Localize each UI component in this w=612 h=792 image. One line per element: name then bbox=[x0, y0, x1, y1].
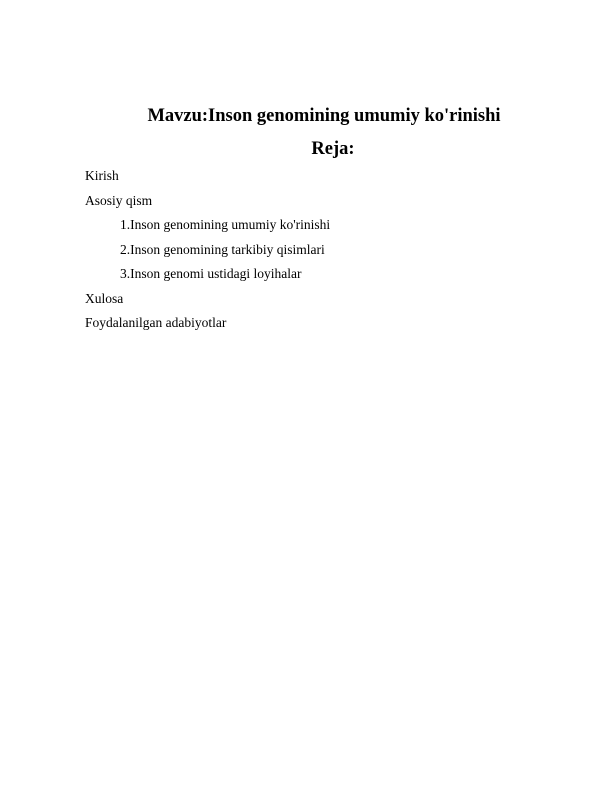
plan-subitem-2: 2.Inson genomining tarkibiy qisimlari bbox=[120, 241, 325, 257]
document-title: Mavzu:Inson genomining umumiy ko'rinishi bbox=[147, 106, 501, 126]
plan-item-main-part: Asosiy qism bbox=[85, 192, 153, 208]
plan-item-intro: Kirish bbox=[85, 168, 119, 183]
plan-item-references: Foydalanilgan adabiyotlar bbox=[85, 315, 227, 330]
plan-heading: Reja: bbox=[311, 139, 355, 159]
plan-item-conclusion: Xulosa bbox=[85, 290, 124, 306]
plan-subitem-1: 1.Inson genomining umumiy ko'rinishi bbox=[120, 217, 331, 232]
plan-list bbox=[85, 164, 565, 336]
plan-subitem-3: 3.Inson genomi ustidagi loyihalar bbox=[120, 266, 302, 281]
